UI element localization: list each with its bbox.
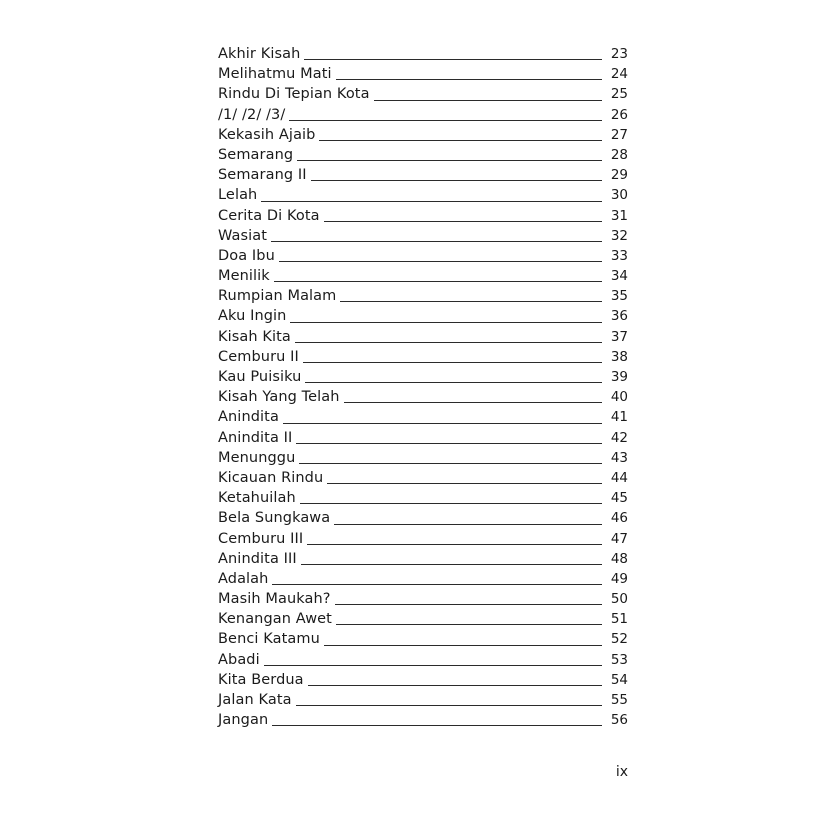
toc-entry-title: Rumpian Malam xyxy=(218,288,337,305)
toc-leader-line xyxy=(301,564,602,565)
toc-leader-line xyxy=(336,79,602,80)
toc-entry[interactable] xyxy=(218,125,628,145)
toc-entry-title: Lelah xyxy=(218,187,258,204)
toc-entry-title: Doa Ibu xyxy=(218,247,275,264)
toc-leader-line xyxy=(304,59,602,60)
toc-leader-line xyxy=(296,443,602,444)
toc-entry-title: Menilik xyxy=(218,268,270,285)
toc-leader-line xyxy=(344,402,602,403)
toc-entry-page-number: 53 xyxy=(610,651,628,668)
toc-entry-title: Kau Puisiku xyxy=(218,369,302,385)
toc-entry-title: Anindita xyxy=(218,409,279,426)
toc-entry-page-number: 54 xyxy=(610,671,628,688)
toc-entry-page-number: 56 xyxy=(610,712,628,729)
toc-entry-page-number: 29 xyxy=(610,167,628,184)
toc-entry[interactable] xyxy=(218,569,628,589)
toc-entry-page-number: 36 xyxy=(610,308,628,325)
toc-entry-page-number: 38 xyxy=(610,348,628,365)
toc-leader-line xyxy=(271,241,602,242)
toc-entry-page-number: 40 xyxy=(610,389,628,406)
toc-leader-line xyxy=(289,120,602,121)
toc-entry-title: Adalah xyxy=(218,570,269,587)
toc-entry[interactable] xyxy=(218,690,628,710)
toc-entry[interactable] xyxy=(218,488,628,508)
toc-entry-title: Cemburu II xyxy=(218,348,299,365)
toc-entry-page-number: 51 xyxy=(610,611,628,628)
toc-entry-title: Benci Katamu xyxy=(218,631,320,648)
toc-leader-line xyxy=(311,180,602,181)
toc-entry-page-number: 37 xyxy=(610,328,628,345)
toc-entry[interactable] xyxy=(218,609,628,629)
toc-entry-page-number: 23 xyxy=(610,46,628,62)
toc-entry-title: Aku Ingin xyxy=(218,308,287,325)
toc-entry-page-number: 26 xyxy=(610,106,628,123)
toc-leader-line xyxy=(324,645,602,646)
toc-entry[interactable] xyxy=(218,266,628,286)
toc-entry[interactable] xyxy=(218,508,628,528)
toc-entry[interactable] xyxy=(218,670,628,690)
toc-entry-page-number: 47 xyxy=(610,530,628,547)
toc-entry[interactable] xyxy=(218,84,628,104)
toc-leader-line xyxy=(340,301,602,302)
toc-entry-title: Kicauan Rindu xyxy=(218,469,324,486)
toc-leader-line xyxy=(283,423,602,424)
toc-entry[interactable] xyxy=(218,710,628,730)
toc-entry[interactable] xyxy=(218,327,628,347)
toc-entry[interactable] xyxy=(218,286,628,306)
toc-entry-title: Masih Maukah? xyxy=(218,591,331,608)
toc-entry-page-number: 28 xyxy=(610,146,628,163)
toc-entry-title: Kisah Yang Telah xyxy=(218,389,340,406)
toc-entry-page-number: 41 xyxy=(610,409,628,426)
toc-entry[interactable] xyxy=(218,529,628,549)
toc-entry-title: Anindita III xyxy=(218,550,297,567)
toc-entry[interactable] xyxy=(218,64,628,84)
toc-entry-page-number: 32 xyxy=(610,227,628,244)
toc-leader-line xyxy=(308,685,602,686)
toc-entry-page-number: 27 xyxy=(610,126,628,143)
toc-entry-page-number: 43 xyxy=(610,449,628,466)
toc-entry-title: Jalan Kata xyxy=(218,692,292,708)
toc-entry-page-number: 49 xyxy=(610,570,628,587)
toc-leader-line xyxy=(272,584,602,585)
toc-entry-page-number: 39 xyxy=(610,369,628,385)
toc-leader-line xyxy=(272,725,602,726)
toc-entry-title: Wasiat xyxy=(218,227,268,244)
toc-leader-line xyxy=(303,362,602,363)
toc-entry-title: Bela Sungkawa xyxy=(218,510,331,527)
toc-entry-page-number: 52 xyxy=(610,631,628,648)
toc-entry[interactable] xyxy=(218,347,628,367)
toc-leader-line xyxy=(336,624,602,625)
toc-entry-title: Menunggu xyxy=(218,449,296,466)
toc-entry-page-number: 44 xyxy=(610,469,628,486)
toc-leader-line xyxy=(299,463,602,464)
toc-leader-line xyxy=(335,604,602,605)
toc-leader-line xyxy=(264,665,602,666)
toc-entry-title: Rindu Di Tepian Kota xyxy=(218,86,370,103)
toc-entry-title: Jangan xyxy=(218,712,269,729)
toc-entry-title: Akhir Kisah xyxy=(218,46,301,62)
toc-entry-page-number: 45 xyxy=(610,490,628,507)
toc-leader-line xyxy=(327,483,602,484)
toc-leader-line xyxy=(319,140,602,141)
toc-entry-title: Melihatmu Mati xyxy=(218,66,332,83)
toc-entry-page-number: 24 xyxy=(610,66,628,83)
toc-leader-line xyxy=(374,100,602,101)
toc-entry-title: Semarang xyxy=(218,146,294,163)
toc-entry[interactable] xyxy=(218,589,628,609)
toc-entry[interactable] xyxy=(218,407,628,427)
toc-entry[interactable] xyxy=(218,629,628,649)
toc-entry[interactable] xyxy=(218,145,628,165)
toc-entry-page-number: 25 xyxy=(610,86,628,103)
toc-entry[interactable] xyxy=(218,185,628,205)
toc-leader-line xyxy=(296,705,602,706)
toc-leader-line xyxy=(290,322,602,323)
toc-entry-title: Cemburu III xyxy=(218,530,304,547)
toc-entry-title: Kisah Kita xyxy=(218,328,291,345)
toc-entry[interactable] xyxy=(218,387,628,407)
toc-leader-line xyxy=(297,160,602,161)
toc-entry-title: Kita Berdua xyxy=(218,671,304,688)
toc-leader-line xyxy=(307,544,602,545)
toc-entry-page-number: 30 xyxy=(610,187,628,204)
toc-entry[interactable] xyxy=(218,165,628,185)
toc-entry-title: Kekasih Ajaib xyxy=(218,126,316,143)
toc-entry-title: Ketahuilah xyxy=(218,490,296,507)
toc-entry[interactable] xyxy=(218,448,628,468)
toc-leader-line xyxy=(274,281,602,282)
toc-entry-title: Kenangan Awet xyxy=(218,611,332,628)
toc-leader-line xyxy=(334,524,602,525)
toc-entry-title: Semarang II xyxy=(218,167,307,184)
toc-entry-title: Anindita II xyxy=(218,429,293,446)
toc-leader-line xyxy=(300,503,602,504)
toc-entry-page-number: 35 xyxy=(610,288,628,305)
toc-entry-title: Cerita Di Kota xyxy=(218,207,320,224)
toc-entry[interactable] xyxy=(218,367,628,387)
toc-entry-title: Abadi xyxy=(218,651,260,668)
toc-entry[interactable] xyxy=(218,468,628,488)
page-folio: ix xyxy=(615,764,628,780)
toc-entry-page-number: 42 xyxy=(610,429,628,446)
toc-entry-page-number: 48 xyxy=(610,550,628,567)
toc-entry[interactable] xyxy=(218,105,628,125)
toc-leader-line xyxy=(305,382,602,383)
toc-entry-page-number: 55 xyxy=(610,692,628,708)
toc-entry-page-number: 34 xyxy=(610,268,628,285)
toc-entry[interactable] xyxy=(218,226,628,246)
toc-entry-page-number: 33 xyxy=(610,247,628,264)
toc-entry[interactable] xyxy=(218,428,628,448)
toc-leader-line xyxy=(324,221,602,222)
toc-entry-page-number: 50 xyxy=(610,591,628,608)
toc-entry[interactable] xyxy=(218,650,628,670)
toc-entry[interactable] xyxy=(218,206,628,226)
toc-entry[interactable] xyxy=(218,549,628,569)
toc-entry-page-number: 31 xyxy=(610,207,628,224)
toc-entry[interactable] xyxy=(218,246,628,266)
toc-entry[interactable] xyxy=(218,44,628,64)
toc-entry[interactable] xyxy=(218,306,628,326)
toc-leader-line xyxy=(295,342,602,343)
toc-leader-line xyxy=(261,201,602,202)
toc-entry-page-number: 46 xyxy=(610,510,628,527)
toc-entry-title: /1/ /2/ /3/ xyxy=(218,106,286,123)
toc-leader-line xyxy=(279,261,602,262)
table-of-contents xyxy=(218,44,628,730)
